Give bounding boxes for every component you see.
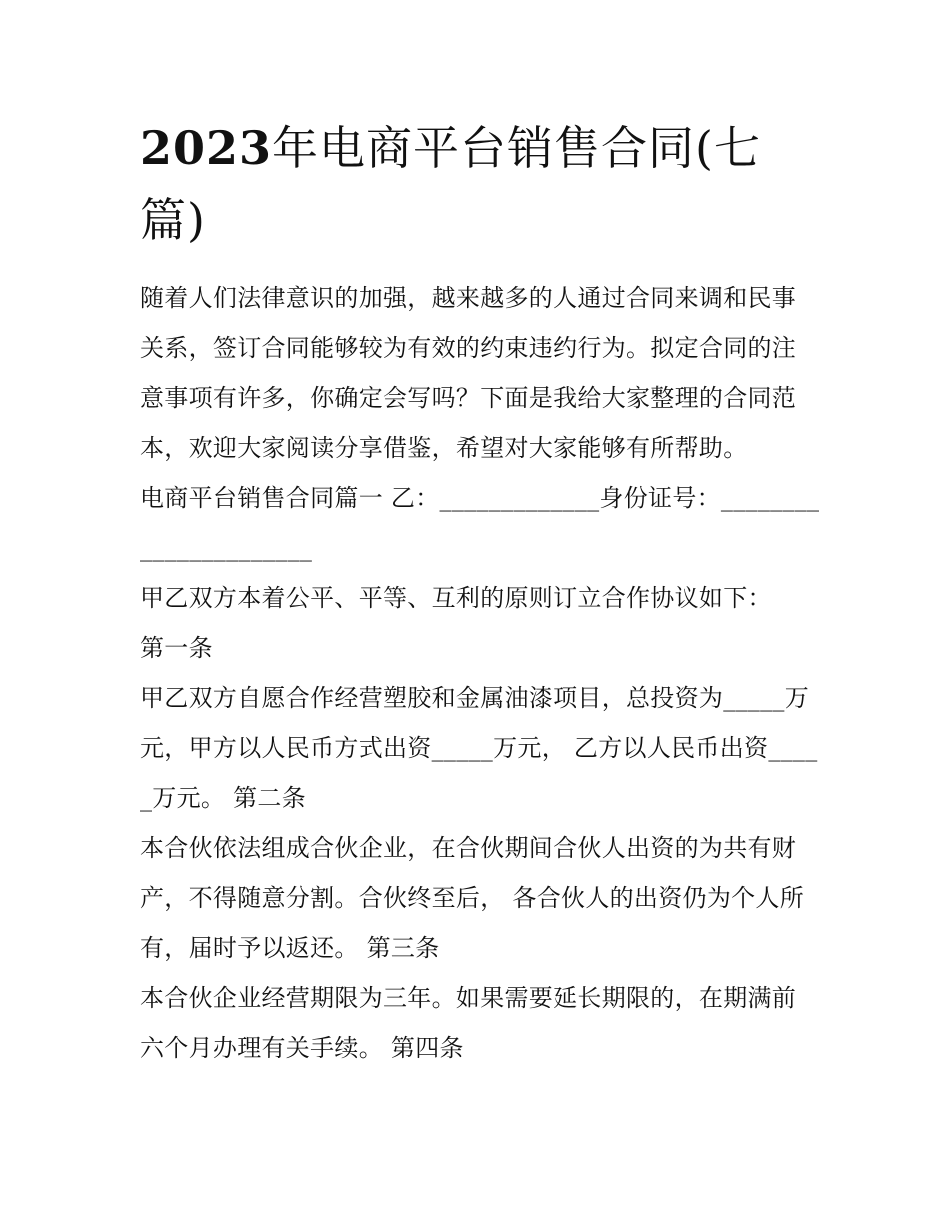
title-text: 年电商平台销售合同(七篇) [140,121,761,247]
intro-paragraph: 随着人们法律意识的加强，越来越多的人通过合同来调和民事关系，签订合同能够较为有效的约束违约行为。拟定合同的注意事项有许多，你确定会写吗？下面是我给大家整理的合同范本，欢迎大家阅读分享借鉴，希望对大家能够有所帮助。 [140,284,797,462]
contract-header-line: 电商平台销售合同篇一 乙：_____________身份证号：______________________ [140,484,820,562]
document-page [140,112,820,1073]
article-paragraph: 本合伙企业经营期限为三年。如果需要延长期限的，在期满前六个月办理有关手续。 第四条 [140,984,797,1062]
document-body [140,273,820,1073]
article-paragraph: 本合伙依法组成合伙企业，在合伙期间合伙人出资的为共有财产，不得随意分割。合伙终至后， 各合伙人的出资仍为个人所有，届时予以返还。 第三条 [140,834,805,962]
agreement-preamble: 甲乙双方本着公平、平等、互利的原则订立合作协议如下： [140,584,772,612]
article-heading: 第一条 [140,634,213,662]
title-year: 2023 [140,121,273,175]
document-title [140,112,820,256]
article-paragraph: 甲乙双方自愿合作经营塑胶和金属油漆项目，总投资为_____万元，甲方以人民币方式出资_____万元， 乙方以人民币出资_____万元。 第二条 [140,684,818,812]
